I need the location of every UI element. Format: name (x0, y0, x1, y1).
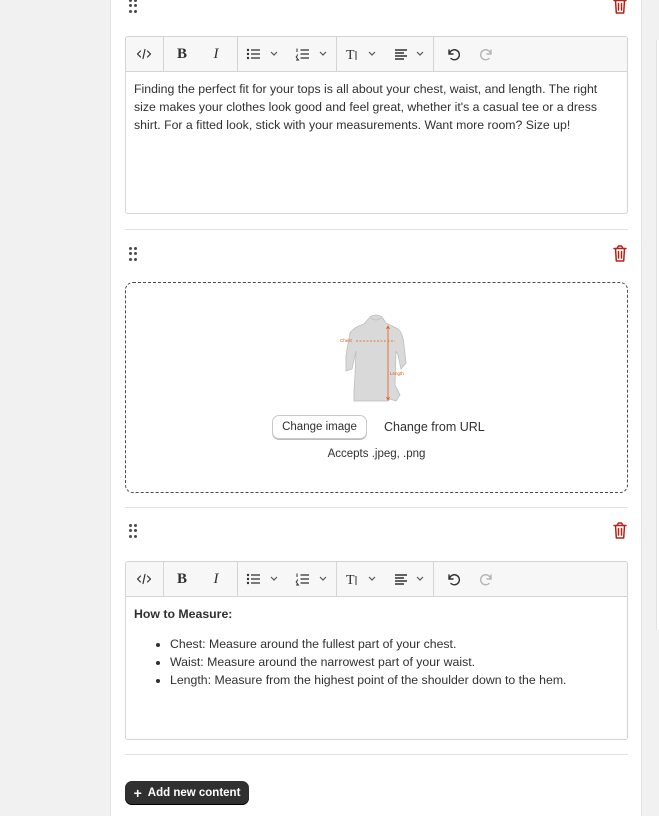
list-item: • Length: Measure from the highest point of the shoulder down to the hem. (170, 671, 619, 689)
bold-icon[interactable]: B (176, 45, 187, 62)
svg-text:T: T (346, 48, 355, 61)
block-divider (125, 754, 628, 755)
trash-icon[interactable] (612, 245, 628, 263)
trash-icon[interactable] (612, 0, 628, 15)
block-header-image (125, 245, 628, 265)
change-image-button[interactable]: Change image (272, 415, 367, 439)
length-annotation-label: Length (390, 371, 404, 376)
bullet-list-icon[interactable] (246, 45, 284, 63)
editor-content[interactable] (126, 72, 627, 142)
accepted-formats-text: Accepts .jpeg, .png (327, 448, 426, 460)
undo-icon[interactable] (444, 45, 462, 63)
bold-icon[interactable]: B (176, 570, 187, 587)
size-guide-thumbnail (340, 311, 412, 403)
italic-icon[interactable]: I (213, 570, 219, 587)
drag-handle-icon[interactable] (129, 524, 139, 538)
editor-paragraph: Finding the perfect fit for your tops is all about your chest, waist, and length. The right size makes your clothes look good and feel great, whether it's a casual tee or a dress shirt. For a fitted look, stick with your measurements. Want more room? Size up! (134, 82, 598, 132)
bullet-list-icon[interactable] (246, 570, 284, 588)
chest-annotation-label: Chest (340, 338, 352, 343)
block-divider (125, 507, 628, 508)
numbered-list-icon[interactable] (295, 45, 333, 63)
add-new-content-button[interactable] (125, 781, 249, 805)
image-dropzone[interactable] (125, 282, 628, 493)
block-header-text-1 (125, 0, 628, 17)
code-icon[interactable] (134, 570, 154, 588)
undo-icon[interactable] (444, 570, 462, 588)
rich-text-editor-2 (125, 561, 628, 740)
text-style-icon[interactable] (346, 45, 382, 63)
code-icon[interactable] (134, 45, 154, 63)
plus-icon: + (133, 785, 142, 801)
drag-handle-icon[interactable] (129, 0, 139, 13)
add-new-content-label: Add new content (147, 787, 241, 799)
align-icon[interactable] (394, 45, 430, 63)
rich-text-editor-1 (125, 36, 628, 214)
text-style-icon[interactable] (346, 570, 382, 588)
numbered-list-icon[interactable] (295, 570, 333, 588)
block-header-text-2 (125, 522, 628, 542)
italic-icon[interactable]: I (213, 45, 219, 62)
editor-toolbar (126, 37, 627, 72)
editor-content[interactable] (126, 597, 627, 697)
list-item: • Waist: Measure around the narrowest part of your waist. (170, 653, 619, 671)
trash-icon[interactable] (612, 522, 628, 540)
align-icon[interactable] (394, 570, 430, 588)
editor-heading: How to Measure: (134, 607, 233, 621)
editor-toolbar (126, 562, 627, 597)
svg-text:T: T (346, 573, 355, 586)
measure-list (134, 635, 619, 689)
change-from-url-link[interactable]: Change from URL (384, 420, 485, 434)
redo-icon[interactable] (478, 45, 496, 63)
block-divider (125, 229, 628, 230)
list-item: • Chest: Measure around the fullest part of your chest. (170, 635, 619, 653)
redo-icon[interactable] (478, 570, 496, 588)
drag-handle-icon[interactable] (129, 247, 139, 261)
